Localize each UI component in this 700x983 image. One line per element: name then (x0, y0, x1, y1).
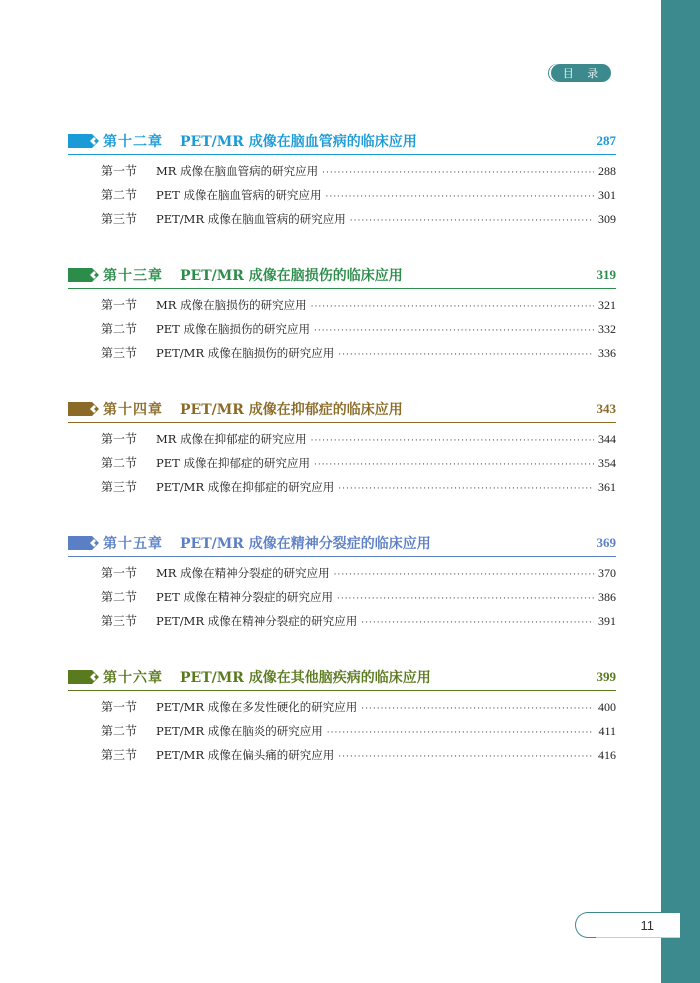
chapter-title: PET/MR 成像在脑损伤的临床应用 (180, 268, 403, 284)
section-entry[interactable] (101, 159, 616, 183)
section-number: 第三节 (101, 748, 138, 762)
chapter-number: 第十四章 (103, 402, 163, 418)
section-page: 301 (598, 188, 616, 202)
chapter-page: 343 (596, 401, 616, 416)
section-title: PET 成像在脑损伤的研究应用 (156, 322, 310, 336)
chapter-arrow-icon (68, 670, 99, 684)
section-title: PET/MR 成像在抑郁症的研究应用 (156, 480, 335, 494)
section-entry[interactable] (101, 585, 616, 609)
chapter-heading[interactable] (68, 130, 616, 155)
section-page: 386 (598, 590, 616, 604)
section-number: 第二节 (101, 456, 138, 470)
chapter-heading[interactable] (68, 398, 616, 423)
section-entry[interactable] (101, 743, 616, 767)
page-number: 11 (640, 917, 654, 933)
dot-leader (311, 295, 594, 319)
section-number: 第二节 (101, 590, 138, 604)
section-page: 344 (598, 432, 616, 446)
section-title: MR 成像在抑郁症的研究应用 (156, 432, 307, 446)
chapter-number: 第十五章 (103, 536, 163, 552)
section-number: 第一节 (101, 432, 138, 446)
section-page: 336 (598, 346, 616, 360)
section-title: PET/MR 成像在多发性硬化的研究应用 (156, 700, 358, 714)
chapter-arrow-icon (68, 268, 99, 282)
section-title: PET/MR 成像在脑损伤的研究应用 (156, 346, 335, 360)
chapter-heading[interactable] (68, 532, 616, 557)
section-list (68, 557, 616, 633)
toc-header-tab: 目 录 (551, 64, 611, 82)
section-page: 400 (598, 700, 616, 714)
chapter-entry (68, 264, 616, 365)
section-page: 309 (598, 212, 616, 226)
section-entry[interactable] (101, 317, 616, 341)
dot-leader (311, 429, 594, 453)
chapter-entry (68, 398, 616, 499)
table-of-contents (68, 130, 616, 800)
chapter-page: 287 (596, 133, 616, 148)
chapter-number: 第十二章 (103, 134, 163, 150)
section-number: 第二节 (101, 188, 138, 202)
section-title: PET 成像在抑郁症的研究应用 (156, 456, 310, 470)
dot-leader (361, 611, 594, 635)
chapter-title: PET/MR 成像在脑血管病的临床应用 (180, 134, 417, 150)
section-title: PET 成像在精神分裂症的研究应用 (156, 590, 333, 604)
dot-leader (350, 209, 594, 233)
section-page: 391 (598, 614, 616, 628)
dot-leader (314, 453, 594, 477)
section-title: PET/MR 成像在脑血管病的研究应用 (156, 212, 346, 226)
section-entry[interactable] (101, 475, 616, 499)
section-entry[interactable] (101, 427, 616, 451)
section-title: PET 成像在脑血管病的研究应用 (156, 188, 322, 202)
section-entry[interactable] (101, 183, 616, 207)
section-number: 第二节 (101, 724, 138, 738)
dot-leader (361, 697, 594, 721)
section-page: 332 (598, 322, 616, 336)
section-list (68, 289, 616, 365)
section-entry[interactable] (101, 695, 616, 719)
section-entry[interactable] (101, 719, 616, 743)
section-entry[interactable] (101, 341, 616, 365)
section-title: MR 成像在脑损伤的研究应用 (156, 298, 307, 312)
dot-leader (338, 477, 594, 501)
section-list (68, 423, 616, 499)
section-number: 第二节 (101, 322, 138, 336)
section-page: 411 (598, 724, 616, 738)
section-list (68, 691, 616, 767)
chapter-page: 399 (596, 669, 616, 684)
section-entry[interactable] (101, 561, 616, 585)
section-entry[interactable] (101, 451, 616, 475)
section-page: 321 (598, 298, 616, 312)
chapter-heading[interactable] (68, 264, 616, 289)
section-page: 361 (598, 480, 616, 494)
chapter-heading[interactable] (68, 666, 616, 691)
chapter-page: 369 (596, 535, 616, 550)
chapter-entry (68, 666, 616, 767)
section-number: 第一节 (101, 566, 138, 580)
section-page: 416 (598, 748, 616, 762)
section-entry[interactable] (101, 609, 616, 633)
dot-leader (338, 343, 594, 367)
section-number: 第三节 (101, 212, 138, 226)
dot-leader (334, 563, 594, 587)
section-number: 第三节 (101, 614, 138, 628)
section-title: MR 成像在精神分裂症的研究应用 (156, 566, 330, 580)
section-number: 第三节 (101, 480, 138, 494)
chapter-title: PET/MR 成像在精神分裂症的临床应用 (180, 536, 431, 552)
chapter-arrow-icon (68, 402, 99, 416)
section-number: 第一节 (101, 298, 138, 312)
chapter-entry (68, 130, 616, 231)
section-number: 第三节 (101, 346, 138, 360)
section-list (68, 155, 616, 231)
chapter-entry (68, 532, 616, 633)
side-color-band (661, 0, 700, 983)
chapter-number: 第十六章 (103, 670, 163, 686)
section-title: PET/MR 成像在精神分裂症的研究应用 (156, 614, 358, 628)
section-entry[interactable] (101, 207, 616, 231)
section-number: 第一节 (101, 700, 138, 714)
chapter-number: 第十三章 (103, 268, 163, 284)
section-page: 354 (598, 456, 616, 470)
chapter-title: PET/MR 成像在抑郁症的临床应用 (180, 402, 403, 418)
dot-leader (327, 721, 595, 745)
dot-leader (314, 319, 594, 343)
chapter-arrow-icon (68, 536, 99, 550)
section-title: PET/MR 成像在偏头痛的研究应用 (156, 748, 335, 762)
section-entry[interactable] (101, 293, 616, 317)
chapter-page: 319 (596, 267, 616, 282)
section-page: 288 (598, 164, 616, 178)
section-title: PET/MR 成像在脑炎的研究应用 (156, 724, 323, 738)
chapter-arrow-icon (68, 134, 99, 148)
dot-leader (338, 745, 594, 769)
dot-leader (322, 161, 594, 185)
dot-leader (337, 587, 594, 611)
section-title: MR 成像在脑血管病的研究应用 (156, 164, 319, 178)
dot-leader (325, 185, 594, 209)
page-number-tab (575, 912, 680, 938)
chapter-title: PET/MR 成像在其他脑疾病的临床应用 (180, 670, 431, 686)
section-number: 第一节 (101, 164, 138, 178)
section-page: 370 (598, 566, 616, 580)
